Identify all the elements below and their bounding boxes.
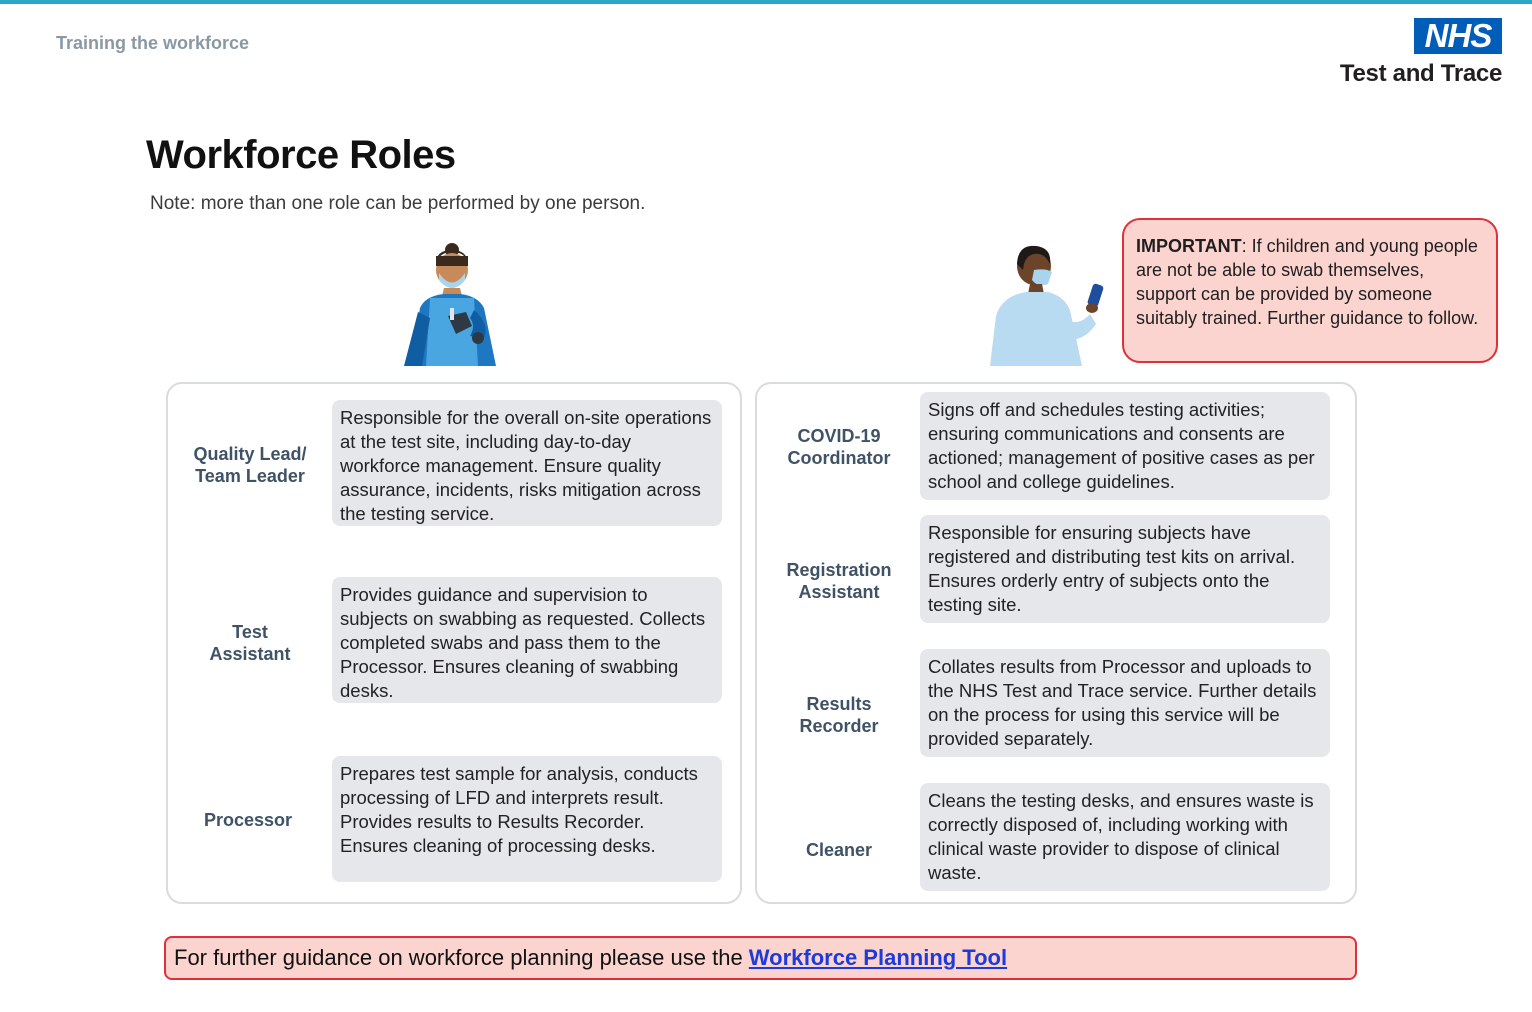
worker-apron-illustration [390, 238, 505, 366]
top-accent-bar [0, 0, 1532, 4]
role-label-test-assistant: Test Assistant [209, 622, 291, 664]
nhs-logo: NHS [1414, 18, 1502, 54]
footer-text: For further guidance on workforce planning please use the [174, 945, 749, 970]
role-desc-results-recorder: Collates results from Processor and uploads to the NHS Test and Trace service. Further details on the process for using this service will be provided separately. [920, 649, 1330, 757]
page-title: Workforce Roles [146, 133, 456, 177]
logo-subtitle: Test and Trace [1339, 60, 1502, 87]
role-desc-test-assistant: Provides guidance and supervision to subjects on swabbing as requested. Collects completed swabs and pass them to the Processor. Ensures cleaning of swabbing desks. [332, 577, 722, 703]
role-desc-quality-lead: Responsible for the overall on-site operations at the test site, including day-to-day workforce management. Ensure quality assurance, incidents, risks mitigation across the testing service. [332, 400, 722, 526]
section-label: Training the workforce [56, 33, 250, 53]
role-label-processor: Processor [203, 810, 293, 830]
role-label-covid-coordinator: COVID-19 Coordinator [787, 426, 891, 468]
footer-guidance-box [164, 936, 1357, 980]
role-label-quality-lead: Quality Lead/ Team Leader [193, 444, 307, 486]
role-desc-covid-coordinator: Signs off and schedules testing activities; ensuring communications and consents are actioned; management of positive cases as per school and college guidelines. [920, 392, 1330, 500]
person-phone-illustration [990, 240, 1112, 366]
role-desc-processor: Prepares test sample for analysis, conducts processing of LFD and interprets result. Provides results to Results Recorder. Ensures cleaning of processing desks. [332, 756, 722, 882]
important-lead: IMPORTANT [1136, 236, 1242, 256]
page-note: Note: more than one role can be performed by one person. [150, 193, 646, 214]
role-label-results-recorder: Results Recorder [799, 694, 879, 736]
important-text: : If children and young people are not be able to swab themselves, support can be provided by someone suitably trained. Further guidance to follow. [1136, 236, 1479, 328]
role-desc-cleaner: Cleans the testing desks, and ensures waste is correctly disposed of, including working with clinical waste provider to dispose of clinical waste. [920, 783, 1330, 891]
role-label-cleaner: Cleaner [805, 840, 873, 860]
important-note [1122, 218, 1498, 363]
workforce-planning-tool-link[interactable]: Workforce Planning Tool [748, 945, 1008, 970]
role-label-registration-assistant: Registration Assistant [786, 560, 892, 602]
role-desc-registration-assistant: Responsible for ensuring subjects have registered and distributing test kits on arrival. Ensures orderly entry of subjects onto the testing site. [920, 515, 1330, 623]
